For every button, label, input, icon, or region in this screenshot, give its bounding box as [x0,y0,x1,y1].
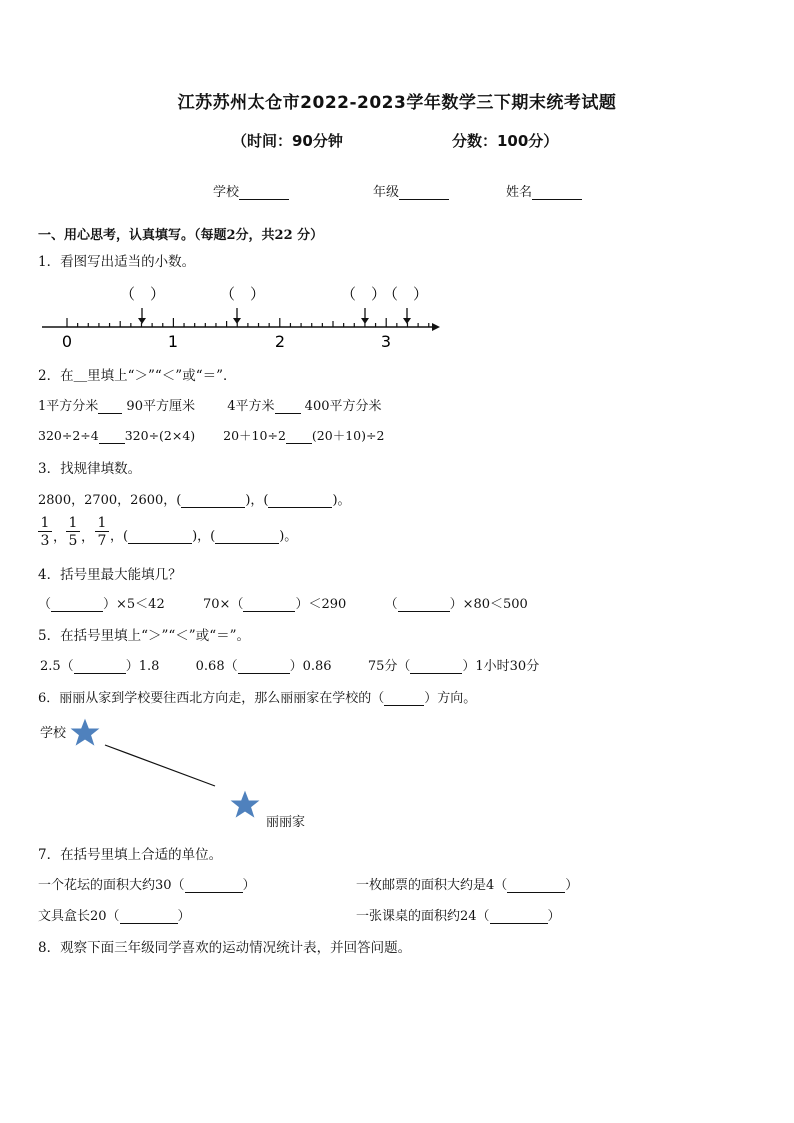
answer-blank[interactable] [74,659,126,674]
fraction-1-5: $\frac{1}{5}$ [66,515,80,550]
star-icon [72,720,98,745]
school-label: 学校 [213,185,240,200]
grade-label: 年级 [373,185,400,200]
tick-label-2: 2 [274,332,286,351]
name-blank[interactable] [532,185,582,200]
question-4-row: （ ）×5＜42 70×（ ）＜290 （ ）×80＜500 [38,597,528,612]
question-4: 4．括号里最大能填几？ [38,567,182,583]
section-title: 一、用心思考，认真填写。（每题2分，共22 分） [38,228,324,243]
q2-h: (20＋10)÷2 [311,428,385,443]
school-label: 学校 [40,726,67,741]
answer-blank[interactable] [128,529,192,544]
answer-blank[interactable] [51,597,103,612]
home-label: 丽丽家 [266,815,306,830]
tick-label-3: 3 [380,332,392,351]
question-8: 8．观察下面三年级同学喜欢的运动情况统计表，并回答问题。 [38,940,412,956]
question-7-b: 一枚邮票的面积大约是4（ ） [356,878,579,893]
fraction-1-3: $\frac{1}{3}$ [38,515,52,550]
answer-blank[interactable] [398,597,450,612]
number-line [36,282,446,352]
page-title: 江苏苏州太仓市2022-2023学年数学三下期末统考试题 [177,93,617,113]
answer-blank[interactable] [410,659,462,674]
q2-e: 320÷2÷4 [38,428,99,443]
exam-page: 江苏苏州太仓市2022-2023学年数学三下期末统考试题 （时间：90分钟 分数：100分） 学校 年级 姓名 一、用心思考，认真填写。（每题2分，共22 分） 1．看图写出适当的小数。 （ ） （ ） （ ） （ ） 0 1 2 3 2．在＿里填上“＞”“＜”或“＝”． 1平方分米 90平方厘米 4平方米 400平方分米 320÷2÷4 320÷(2×4) 20＋10÷2 (20＋10)÷2 3．找规律填数。 2800，2700，2600，( )，( )。 $\frac{1}{3}$ ， $\frac{1}{5}$ ， $\frac{1}{7}$ ，( )，( )。 4．括号里最大能填几？ （ ）×5＜42 70×（ ）＜290 （ ）×80＜500 5．在括号里填上“＞”“＜”或“＝”。 2.5（ ）1.8 0.68（ ）0.86 75分（ ）1小时30分 6．丽丽从家到学校要往西北方向走，那么丽丽家在学校的（ ）方向。 学校 丽丽家 7．在括号里填上合适的单位。 一个花坛的面积大约30（ ） 一枚邮票的面积大约是4（ ） 文具盒长20（ ） 一张课桌的面积约24（ ） 8．观察下面三年级同学喜欢的运动情况统计表，并回答问题。 [0,0,794,1123]
answer-blank[interactable] [268,493,332,508]
answer-blank[interactable] [99,429,125,444]
q2-f: 320÷(2×4) [124,428,196,443]
name-label: 姓名 [506,185,533,200]
school-field[interactable] [213,181,289,200]
path-line [105,745,215,786]
answer-blank[interactable] [185,878,243,893]
question-3-row-1: 2800，2700，2600，( )，( )。 [38,493,351,508]
q2-a: 1平方分米 [38,399,99,414]
school-blank[interactable] [239,185,289,200]
q2-b: 90平方厘米 [126,399,195,414]
number-line-blank[interactable]: （ ） [341,285,387,303]
question-7-d: 一张课桌的面积约24（ ） [356,909,561,924]
tick-label-0: 0 [61,332,73,351]
question-2-row-2 [38,426,384,444]
arrow-icons [138,308,411,324]
axis-ticks [67,318,429,327]
question-7-a: 一个花坛的面积大约30（ ） [38,878,256,893]
exam-time: （时间：90分钟 [232,132,343,150]
question-3-row-2: ，( )，( )。 [110,529,298,544]
star-icon [232,792,258,817]
direction-diagram [68,716,268,826]
question-2: 2．在＿里填上“＞”“＜”或“＝”． [38,368,237,384]
answer-blank[interactable] [120,909,178,924]
question-7-c: 文具盒长20（ ） [38,909,191,924]
exam-score: 分数：100分） [452,132,559,150]
answer-blank[interactable] [238,659,290,674]
grade-field[interactable] [373,181,449,200]
answer-blank[interactable] [215,529,279,544]
answer-blank[interactable] [384,691,424,706]
question-7: 7．在括号里填上合适的单位。 [38,847,223,863]
question-1: 1．看图写出适当的小数。 [38,254,196,270]
q2-g: 20＋10÷2 [223,428,286,443]
question-3: 3．找规律填数。 [38,461,142,477]
grade-blank[interactable] [399,185,449,200]
answer-blank[interactable] [98,399,122,414]
q2-d: 400平方分米 [304,399,382,414]
question-6: 6．丽丽从家到学校要往西北方向走，那么丽丽家在学校的（ ）方向。 [38,691,477,706]
answer-blank[interactable] [490,909,548,924]
number-line-blank[interactable]: （ ） [120,285,166,303]
answer-blank[interactable] [181,493,245,508]
name-field[interactable] [506,181,582,200]
answer-blank[interactable] [286,429,312,444]
question-5: 5．在括号里填上“＞”“＜”或“＝”。 [38,628,250,644]
number-line-blank[interactable]: （ ） [383,285,429,303]
q2-c: 4平方米 [227,399,275,414]
answer-blank[interactable] [243,597,295,612]
axis-arrow-icon [432,323,440,331]
fraction-1-7: $\frac{1}{7}$ [95,515,109,550]
tick-label-1: 1 [167,332,179,351]
number-line-blank[interactable]: （ ） [220,285,266,303]
question-5-row: 2.5（ ）1.8 0.68（ ）0.86 75分（ ）1小时30分 [40,659,540,674]
answer-blank[interactable] [507,878,565,893]
question-2-row-1 [38,395,382,414]
answer-blank[interactable] [275,399,301,414]
